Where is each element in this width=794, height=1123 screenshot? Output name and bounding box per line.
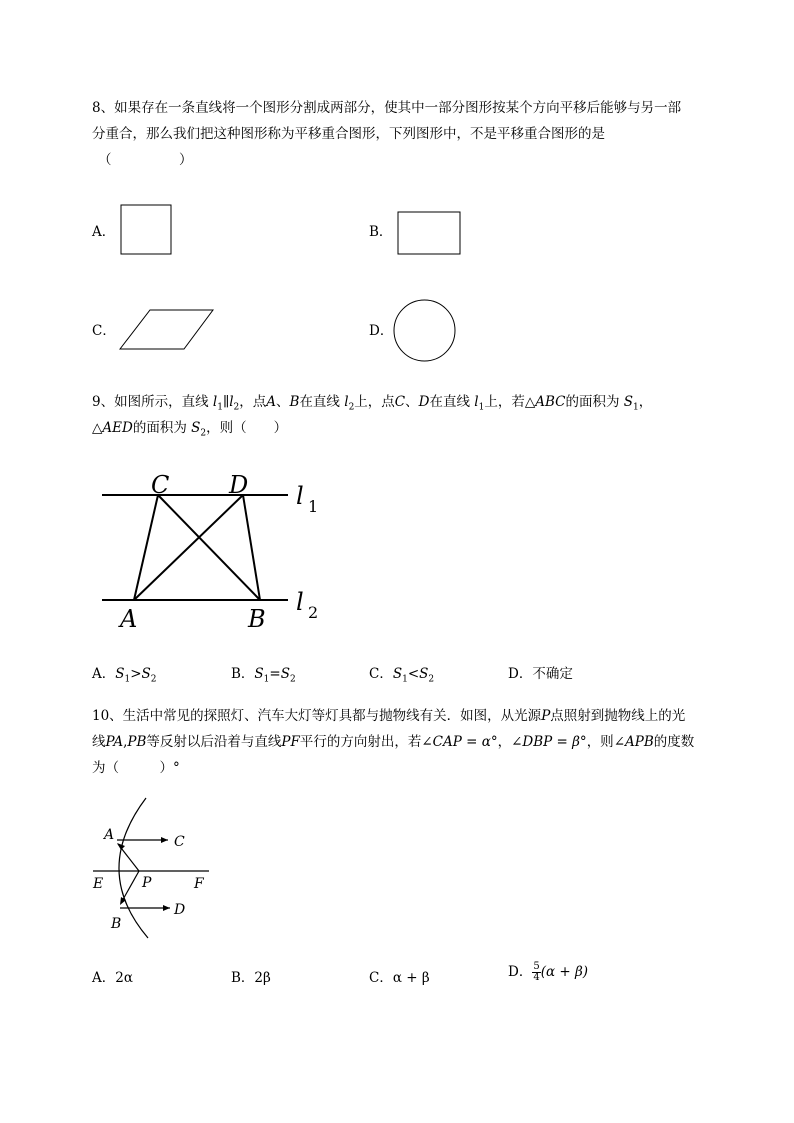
q9-text: 9、如图所示，直线: [92, 394, 213, 410]
q10-text: ，则: [586, 734, 614, 750]
q9-s2: S: [191, 420, 201, 436]
q10-text: 点照射到抛物线上的光: [550, 708, 686, 724]
q10-option-d-prefix: D．: [508, 964, 533, 980]
q10-line-3: 为（ ）°: [92, 760, 180, 776]
q10-option-c: C．α + β: [369, 970, 430, 986]
q8-option-b-label: B．: [369, 224, 393, 240]
q10-fig-label-a: A: [104, 827, 115, 843]
q10-figure: [90, 795, 215, 945]
q9-option-a: [92, 664, 157, 690]
q9-text: 、: [405, 394, 419, 410]
q10-angle-cap: ∠CAP = α°: [421, 734, 498, 750]
q10-angle-dbp: ∠DBP = β°: [511, 734, 587, 750]
q8-option-c-label: C．: [92, 323, 116, 339]
q9-option-c-prefix: C．: [369, 666, 393, 682]
q10-line-2: [92, 732, 694, 752]
q10-fig-label-d: D: [174, 902, 186, 918]
q10-point-p: P: [541, 708, 551, 724]
q9-text: 在直线: [429, 394, 475, 410]
q10-option-d-expression: (α + β): [540, 964, 589, 980]
q10-text: 等反射以后沿着与直线: [146, 734, 282, 750]
q9-point-b: B: [289, 394, 300, 410]
q10-fig-label-f: F: [194, 876, 204, 892]
q9-line-1: [92, 392, 652, 418]
q9-fig-label-l1: l: [296, 482, 304, 510]
q9-opt-s: S: [392, 666, 403, 682]
q9-text: 的面积为: [132, 420, 192, 436]
q9-option-a-relation: >: [130, 666, 142, 682]
q10-comma: ,: [123, 734, 128, 750]
q9-triangle-aed: AED: [102, 420, 133, 436]
q9-opt-sub: 2: [289, 674, 296, 685]
q9-option-b-prefix: B．: [231, 666, 255, 682]
q9-l1-sub: 1: [478, 402, 485, 413]
q9-fig-label-d: D: [229, 471, 249, 499]
q8-option-a-square: [120, 204, 174, 256]
q9-text: 、: [276, 394, 290, 410]
q9-option-b-relation: =: [269, 666, 281, 682]
q10-option-a: A．2α: [92, 970, 133, 986]
q9-l2-sub: 2: [233, 402, 240, 413]
q9-line-2: [92, 418, 287, 444]
q9-opt-sub: 2: [150, 674, 157, 685]
q10-fig-label-b: B: [111, 916, 122, 932]
q9-l2: l: [229, 394, 234, 410]
q9-opt-s: S: [141, 666, 151, 682]
q9-s1-sub: 1: [633, 402, 639, 413]
q9-triangle-abc: ABC: [535, 394, 566, 410]
q9-text: ，则（ ）: [206, 420, 288, 436]
q10-option-d-fraction: [532, 962, 540, 983]
q9-fig-label-l1-sub: 1: [308, 497, 319, 516]
q9-fig-label-c: C: [151, 471, 170, 499]
q10-fig-label-c: C: [174, 834, 185, 850]
q9-text: ，: [638, 394, 653, 410]
q10-text: 的度数: [653, 734, 695, 750]
q9-opt-sub: 1: [402, 674, 408, 685]
q10-ray-pb: PB: [127, 734, 147, 750]
q8-option-d-label: D．: [369, 323, 394, 339]
q9-opt-s: S: [115, 666, 125, 682]
q10-line-1: [92, 706, 685, 726]
q10-ray-pa: PA: [105, 734, 124, 750]
q9-fig-label-l2-sub: 2: [308, 603, 319, 622]
q10-text: ，: [497, 734, 512, 750]
q9-text: 上，若△: [484, 394, 536, 410]
q9-fig-label-b: B: [248, 605, 266, 633]
q10-option-d-numerator: 5: [533, 961, 540, 972]
q10-fig-label-e: E: [93, 876, 104, 892]
q9-option-a-prefix: A．: [92, 666, 116, 682]
q10-option-d: [508, 962, 588, 983]
q8-option-a-label: A．: [92, 224, 116, 240]
q10-text: 线: [92, 734, 106, 750]
q8-option-c-parallelogram: [118, 308, 216, 352]
q9-figure: [96, 470, 326, 640]
q9-l2: l: [344, 394, 349, 410]
q9-point-d: D: [418, 394, 430, 410]
q9-text: 在直线: [299, 394, 345, 410]
q8-option-b-rectangle: [397, 211, 463, 257]
q9-l1: l: [212, 394, 218, 410]
q9-opt-s: S: [419, 666, 429, 682]
q9-triangle-sign: △: [92, 420, 103, 436]
q9-opt-sub: 1: [124, 674, 131, 685]
q9-text: 上，点: [354, 394, 395, 410]
q9-text: 的面积为: [565, 394, 624, 410]
q9-parallel-sign: ∥: [222, 394, 230, 410]
q9-option-c-relation: <: [407, 666, 420, 682]
q9-s2-sub: 2: [200, 428, 207, 439]
q9-s1: S: [623, 394, 634, 410]
q10-angle-apb: ∠APB: [613, 734, 654, 750]
q9-fig-label-l2: l: [296, 588, 304, 616]
q10-option-d-denominator: 4: [533, 972, 540, 983]
q10-fig-label-p: P: [142, 875, 152, 891]
q9-text: ，点: [239, 394, 267, 410]
q9-option-d: D．不确定: [508, 666, 573, 682]
q8-option-d-circle: [392, 299, 458, 363]
q9-point-a: A: [266, 394, 277, 410]
q10-line-pf: PF: [281, 734, 300, 750]
q9-fig-label-a: A: [120, 605, 138, 633]
q9-l1: l: [474, 394, 479, 410]
q9-opt-s: S: [280, 666, 290, 682]
q9-option-b: [231, 664, 296, 690]
q9-l1-sub: 1: [217, 402, 223, 413]
q8-answer-paren: （ ）: [98, 152, 193, 168]
q9-opt-sub: 1: [263, 674, 270, 685]
q9-opt-s: S: [254, 666, 264, 682]
q9-opt-sub: 2: [428, 674, 435, 685]
q10-text: 10、生活中常见的探照灯、汽车大灯等灯具都与抛物线有关．如图，从光源: [92, 708, 542, 724]
q8-line-2: 分重合，那么我们把这种图形称为平移重合图形，下列图形中，不是平移重合图形的是: [92, 126, 605, 142]
q9-l2-sub: 2: [348, 402, 355, 413]
q9-point-c: C: [394, 394, 406, 410]
q10-text: 平行的方向射出，若: [299, 734, 422, 750]
q8-line-1: 8、如果存在一条直线将一个图形分割成两部分，使其中一部分图形按某个方向平移后能够与另一部: [92, 100, 682, 116]
q10-option-b: B．2β: [231, 970, 271, 986]
q9-option-c: [369, 664, 434, 690]
